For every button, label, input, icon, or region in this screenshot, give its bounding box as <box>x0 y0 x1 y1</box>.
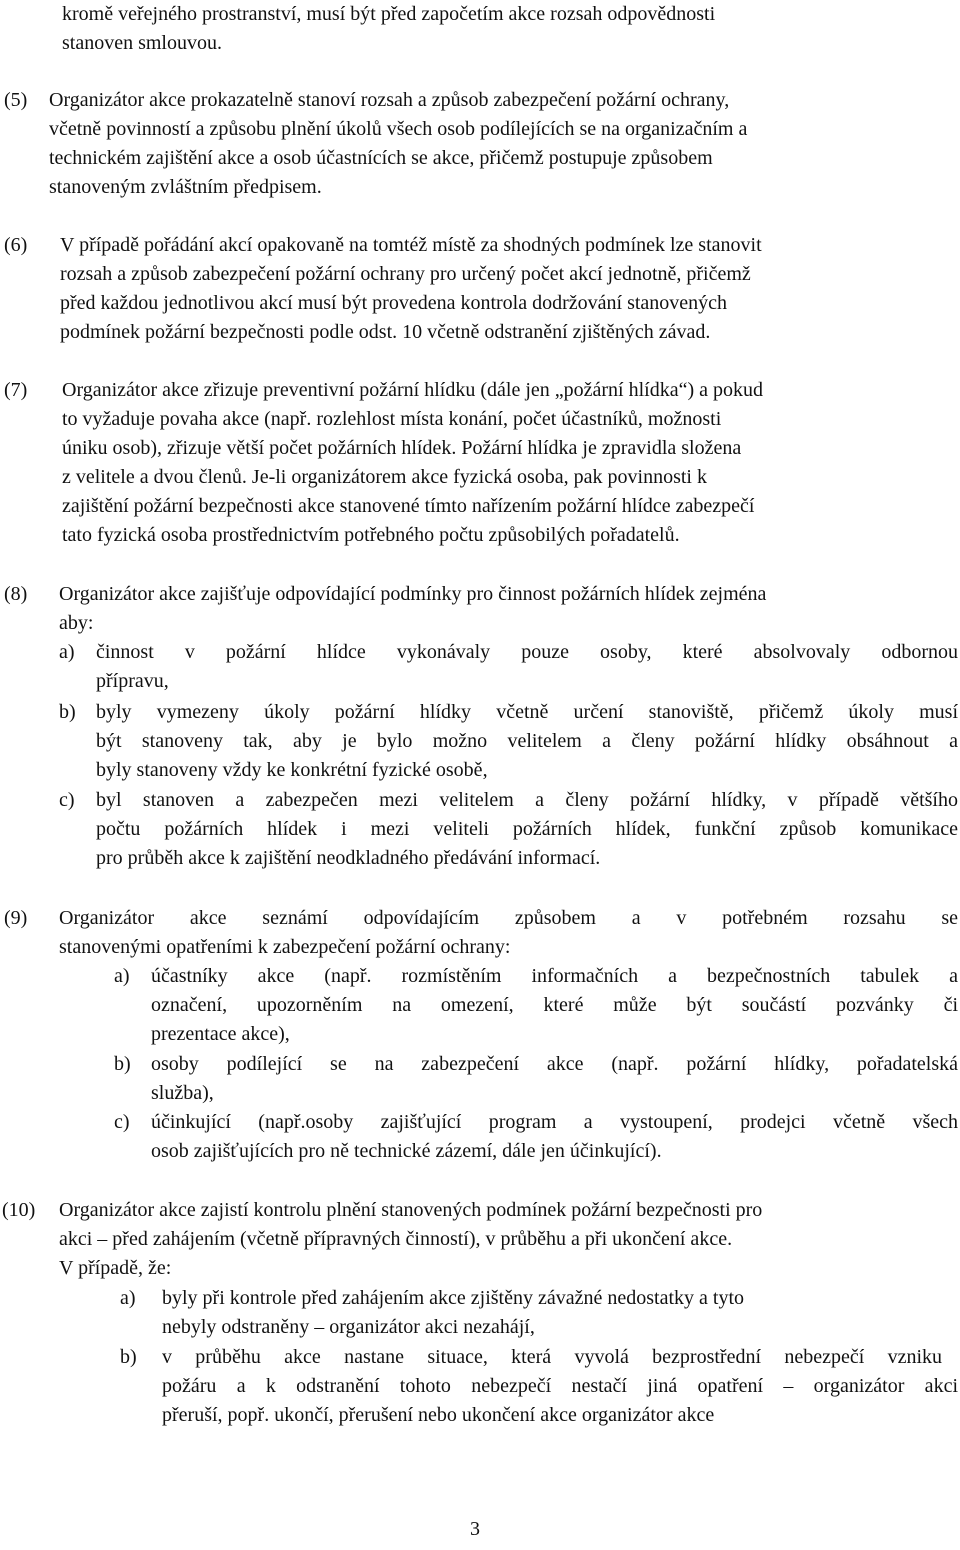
list-marker: a) <box>120 1287 136 1309</box>
list-item-line: označení, upozorněním na omezení, které může být součástí pozvánky či <box>151 994 958 1016</box>
paragraph-8-line: aby: <box>59 612 94 634</box>
paragraph-number: (9) <box>4 907 28 929</box>
intro-line: stanoven smlouvou. <box>62 32 222 54</box>
paragraph-10-line: Organizátor akce zajistí kontrolu plnění stanovených podmínek požární bezpečnosti pro <box>59 1199 763 1221</box>
list-marker: c) <box>59 789 75 811</box>
paragraph-5-line: technickém zajištění akce a osob účastnících se akce, přičemž postupuje způsobem <box>49 147 713 169</box>
list-item-line: být stanoveny tak, aby je bylo možno velitelem a členy požární hlídky obsáhnout a <box>96 730 958 752</box>
list-marker: a) <box>59 641 75 663</box>
list-item-line: požáru a k odstranění tohoto nebezpečí nestačí jiná opatření – organizátor akci <box>162 1375 958 1397</box>
paragraph-10-line: akci – před zahájením (včetně přípravných činností), v průběhu a při ukončení akce. <box>59 1228 733 1250</box>
list-item-line: počtu požárních hlídek i mezi veliteli požárních hlídek, funkční způsob komunikace <box>96 818 958 840</box>
list-item-line: byly při kontrole před zahájením akce zjištěny závažné nedostatky a tyto <box>162 1287 745 1309</box>
list-item-line: účastníky akce (např. rozmístěním informačních a bezpečnostních tabulek a <box>151 965 958 987</box>
list-item-line: pro průběh akce k zajištění neodkladného předávání informací. <box>96 847 601 869</box>
list-item-line: prezentace akce), <box>151 1023 290 1045</box>
paragraph-5-line: stanoveným zvláštním předpisem. <box>49 176 322 198</box>
intro-line: kromě veřejného prostranství, musí být před započetím akce rozsah odpovědnosti <box>62 3 716 25</box>
list-item-line: byl stanoven a zabezpečen mezi velitelem a členy požární hlídky, v případě většího <box>96 789 958 811</box>
list-item-line: byly vymezeny úkoly požární hlídky včetně určení stanoviště, přičemž úkoly musí <box>96 701 958 723</box>
list-item-line: přeruší, popř. ukončí, přerušení nebo ukončení akce organizátor akce <box>162 1404 715 1426</box>
page-number: 3 <box>470 1518 480 1540</box>
list-item-line: služba), <box>151 1082 214 1104</box>
paragraph-8-line: Organizátor akce zajišťuje odpovídající podmínky pro činnost požárních hlídek zejména <box>59 583 767 605</box>
paragraph-number: (7) <box>4 379 28 401</box>
paragraph-7-line: z velitele a dvou členů. Je-li organizátorem akce fyzická osoba, pak povinnosti k <box>62 466 707 488</box>
paragraph-5-line: včetně povinností a způsobu plnění úkolů všech osob podílejících se na organizačním a <box>49 118 748 140</box>
paragraph-number: (6) <box>4 234 28 256</box>
paragraph-6-line: před každou jednotlivou akcí musí být provedena kontrola dodržování stanovených <box>60 292 728 314</box>
list-marker: b) <box>120 1346 137 1368</box>
list-item-line: přípravu, <box>96 670 169 692</box>
list-marker: b) <box>114 1053 131 1075</box>
paragraph-5-line: Organizátor akce prokazatelně stanoví rozsah a způsob zabezpečení požární ochrany, <box>49 89 730 111</box>
paragraph-7-line: úniku osob), zřizuje větší počet požárních hlídek. Požární hlídka je zpravidla složena <box>62 437 742 459</box>
paragraph-number: (8) <box>4 583 28 605</box>
paragraph-number: (5) <box>4 89 28 111</box>
paragraph-7-line: zajištění požární bezpečnosti akce stanovené tímto nařízením požární hlídce zabezpečí <box>62 495 755 517</box>
paragraph-6-line: V případě pořádání akcí opakovaně na tomtéž místě za shodných podmínek lze stanovit <box>60 234 762 256</box>
list-marker: a) <box>114 965 130 987</box>
paragraph-9-line: Organizátor akce seznámí odpovídajícím způsobem a v potřebném rozsahu se <box>59 907 958 929</box>
paragraph-6-line: podmínek požární bezpečnosti podle odst. 10 včetně odstranění zjištěných závad. <box>60 321 711 343</box>
list-item-line: činnost v požární hlídce vykonávaly pouze osoby, které absolvovaly odbornou <box>96 641 958 663</box>
paragraph-7-line: tato fyzická osoba prostřednictvím potřebného počtu způsobilých pořadatelů. <box>62 524 680 546</box>
paragraph-6-line: rozsah a způsob zabezpečení požární ochrany pro určený počet akcí jednotně, přičemž <box>60 263 751 285</box>
list-item-line: nebyly odstraněny – organizátor akci nezahájí, <box>162 1316 535 1338</box>
paragraph-10-line: V případě, že: <box>59 1257 172 1279</box>
paragraph-7-line: Organizátor akce zřizuje preventivní požární hlídku (dále jen „požární hlídka“) a pokud <box>62 379 764 401</box>
paragraph-7-line: to vyžaduje povaha akce (např. rozlehlost místa konání, počet účastníků, možnosti <box>62 408 722 430</box>
list-item-line: v průběhu akce nastane situace, která vyvolá bezprostřední nebezpečí vzniku <box>162 1346 942 1368</box>
paragraph-number: (10) <box>2 1199 36 1221</box>
list-item-line: osob zajišťujících pro ně technické zázemí, dále jen účinkující). <box>151 1140 662 1162</box>
paragraph-9-line: stanovenými opatřeními k zabezpečení požární ochrany: <box>59 936 511 958</box>
list-item-line: osoby podílející se na zabezpečení akce (např. požární hlídky, pořadatelská <box>151 1053 958 1075</box>
list-item-line: účinkující (např.osoby zajišťující program a vystoupení, prodejci včetně všech <box>151 1111 958 1133</box>
list-item-line: byly stanoveny vždy ke konkrétní fyzické osobě, <box>96 759 488 781</box>
list-marker: b) <box>59 701 76 723</box>
list-marker: c) <box>114 1111 130 1133</box>
